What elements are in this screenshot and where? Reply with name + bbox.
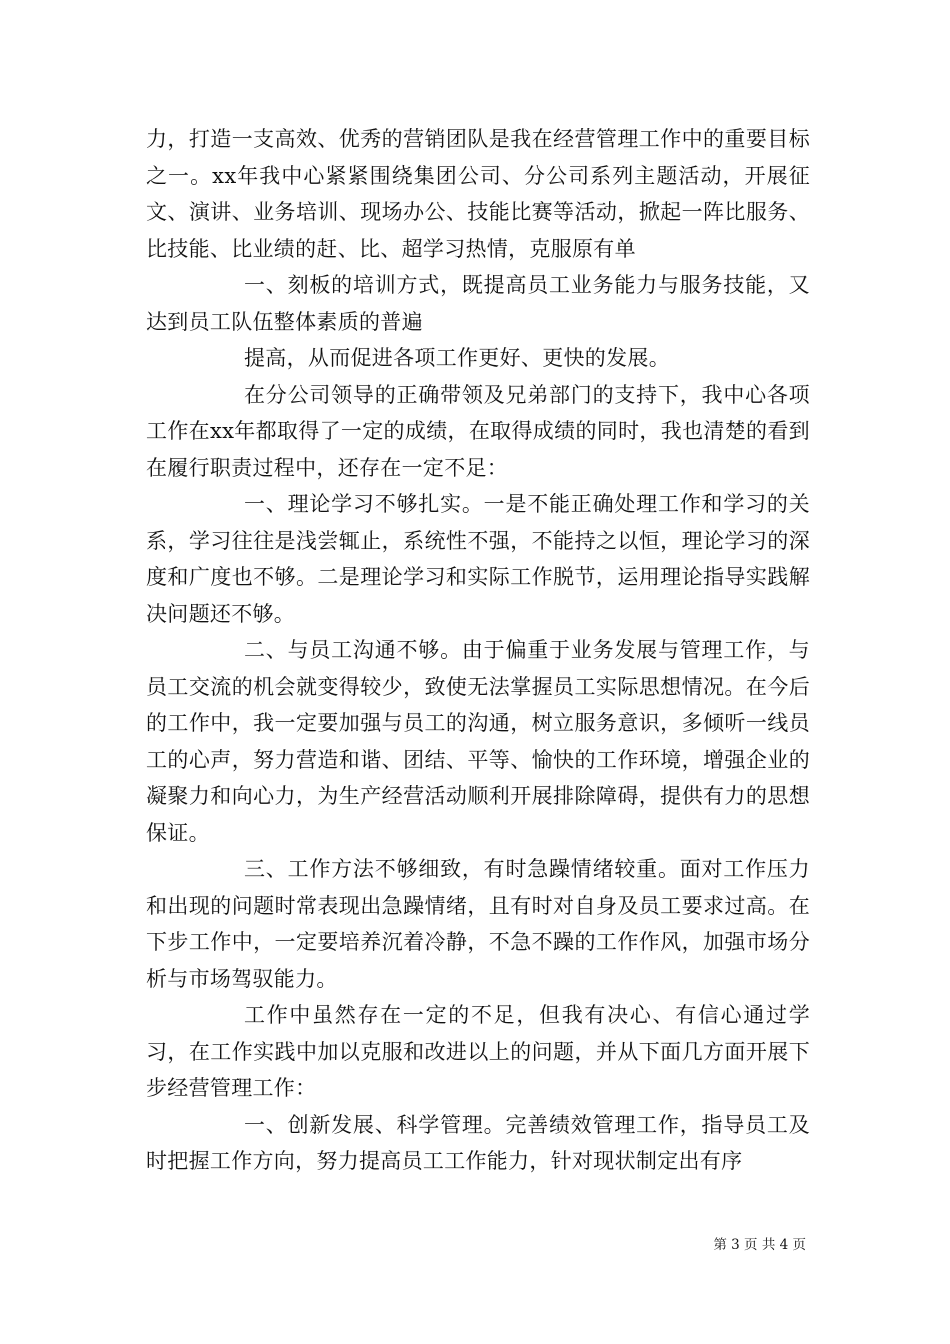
paragraph-continued: 力，打造一支高效、优秀的营销团队是我在经营管理工作中的重要目标之一。xx年我中心紧紧围绕集团公司、分公司系列主题活动，开展征文、演讲、业务培训、现场办公、技能比赛等活动，掀起一阵比服务、比技能、比业绩的赶、比、超学习热情，克服原有单: [146, 127, 810, 261]
paragraph-work-method: 三、工作方法不够细致，有时急躁情绪较重。面对工作压力和出现的问题时常表现出急躁情绪，且有时对自身及员工要求过高。在下步工作中，一定要培养沉着冷静，不急不躁的工作作风，加强市场分析与市场驾驭能力。: [146, 857, 810, 991]
paragraph-achievements: 在分公司领导的正确带领及兄弟部门的支持下，我中心各项工作在xx年都取得了一定的成绩，在取得成绩的同时，我也清楚的看到在履行职责过程中，还存在一定不足：: [146, 382, 810, 480]
document-body: [146, 121, 810, 1180]
paragraph-theory-study: 一、理论学习不够扎实。一是不能正确处理工作和学习的关系，学习往往是浅尝辄止，系统性不强，不能持之以恒，理论学习的深度和广度也不够。二是理论学习和实际工作脱节，运用理论指导实践解决问题还不够。: [146, 492, 810, 626]
paragraph-innovation: 一、创新发展、科学管理。完善绩效管理工作，指导员工及时把握工作方向，努力提高员工工作能力，针对现状制定出有序: [146, 1112, 810, 1173]
paragraph-improvement: 提高，从而促进各项工作更好、更快的发展。: [244, 346, 670, 370]
paragraph-training-method: 一、刻板的培训方式，既提高员工业务能力与服务技能，又达到员工队伍整体素质的普遍: [146, 273, 810, 334]
page-number-footer: 第 3 页 共 4 页: [713, 1237, 806, 1253]
paragraph-communication: 二、与员工沟通不够。由于偏重于业务发展与管理工作，与员工交流的机会就变得较少，致使无法掌握员工实际思想情况。在今后的工作中，我一定要加强与员工的沟通，树立服务意识，多倾听一线员工的心声，努力营造和谐、团结、平等、愉快的工作环境，增强企业的凝聚力和向心力，为生产经营活动顺利开展排除障碍，提供有力的思想保证。: [146, 638, 810, 845]
paragraph-resolution: 工作中虽然存在一定的不足，但我有决心、有信心通过学习，在工作实践中加以克服和改进以上的问题，并从下面几方面开展下步经营管理工作：: [146, 1003, 810, 1100]
